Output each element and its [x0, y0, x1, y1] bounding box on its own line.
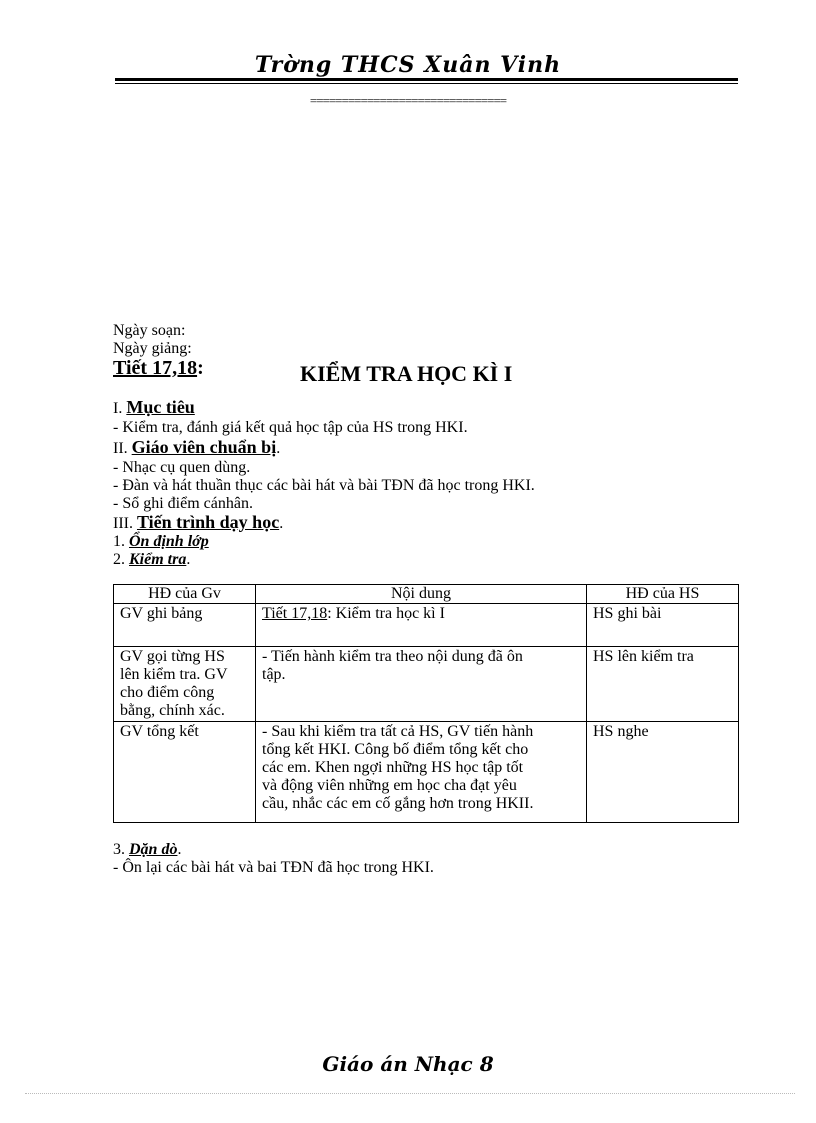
step2-num: 2.: [113, 551, 125, 568]
table-cell-content: - Tiến hành kiểm tra theo nội dung đã ôn tập.: [256, 647, 587, 722]
lesson-number: [113, 359, 204, 377]
prep-item: - Sổ ghi điểm cánhân.: [113, 495, 253, 512]
step1-heading: [113, 533, 209, 551]
step1-title: Ổn định lớp: [129, 533, 209, 550]
prep-heading: II. Giáo viên chuẩn bị.: [113, 437, 281, 457]
step3-item: - Ôn lại các bài hát và bai TĐN đã học trong HKI.: [113, 859, 434, 876]
prep-title: Giáo viên chuẩn bị: [131, 437, 277, 457]
table-header-cell: HĐ của Gv: [114, 585, 256, 604]
prepare-date: Ngày soạn:: [113, 322, 186, 339]
table-cell-gv: GV tổng kết: [114, 722, 256, 823]
table-cell-hs: HS nghe: [587, 722, 739, 823]
table-cell-gv: GV ghi bảng: [114, 604, 256, 647]
table-header-row: [114, 585, 739, 604]
objectives-num: I.: [113, 400, 123, 417]
prep-item: - Đàn và hát thuần thục các bài hát và bài TĐN đã học trong HKI.: [113, 477, 535, 494]
header-separator: ===============================: [309, 93, 507, 108]
step1-num: 1.: [113, 533, 125, 550]
step3-num: 3.: [113, 841, 125, 858]
lesson-colon: :: [197, 357, 204, 379]
process-heading: III. Tiến trình dạy học.: [113, 512, 284, 532]
prep-num: II.: [113, 440, 128, 457]
table-header-cell: Nội dung: [256, 585, 587, 604]
prep-item: - Nhạc cụ quen dùng.: [113, 459, 251, 476]
step2-title: Kiểm tra: [129, 551, 187, 568]
table-cell-hs: HS ghi bài: [587, 604, 739, 647]
teach-date: Ngày giảng:: [113, 340, 192, 357]
step3-heading: 3. Dặn dò.: [113, 841, 182, 858]
step3-title: Dặn dò: [129, 841, 178, 858]
table-row: [114, 604, 739, 647]
page-footer: Giáo án Nhạc 8: [322, 1052, 494, 1076]
objectives-title: Mục tiêu: [126, 397, 195, 417]
table-row: [114, 647, 739, 722]
footer-dotted-divider: [25, 1093, 795, 1094]
process-num: III.: [113, 515, 133, 532]
table-cell-hs: HS lên kiểm tra: [587, 647, 739, 722]
lesson-plan-table: [113, 584, 739, 823]
step2-heading: 2. Kiểm tra.: [113, 551, 191, 568]
table-row: [114, 722, 739, 823]
objectives-item: - Kiểm tra, đánh giá kết quả học tập của HS trong HKI.: [113, 419, 468, 436]
process-title: Tiến trình dạy học: [136, 512, 280, 532]
page-title: KIỂM TRA HỌC KÌ I: [300, 361, 513, 386]
header-rule-thick: [115, 78, 738, 81]
header-rule-thin: [115, 83, 738, 84]
school-header: Trờng THCS Xuân Vinh: [254, 52, 562, 78]
objectives-heading: [113, 398, 195, 418]
table-cell-content: Tiết 17,18: Kiểm tra học kì I: [256, 604, 587, 647]
table-cell-content: - Sau khi kiểm tra tất cả HS, GV tiến hành tổng kết HKI. Công bố điểm tổng kết cho các em. Khen ngợi những HS học tập tốt và động viên những em học cha đạt yêu cầu, nhắc các em cố gắng hơn trong HKII.: [256, 722, 587, 823]
table-header-cell: HĐ của HS: [587, 585, 739, 604]
lesson-label: Tiết 17,18: [113, 357, 198, 379]
table-cell-gv: GV gọi từng HS lên kiểm tra. GV cho điểm công bằng, chính xác.: [114, 647, 256, 722]
